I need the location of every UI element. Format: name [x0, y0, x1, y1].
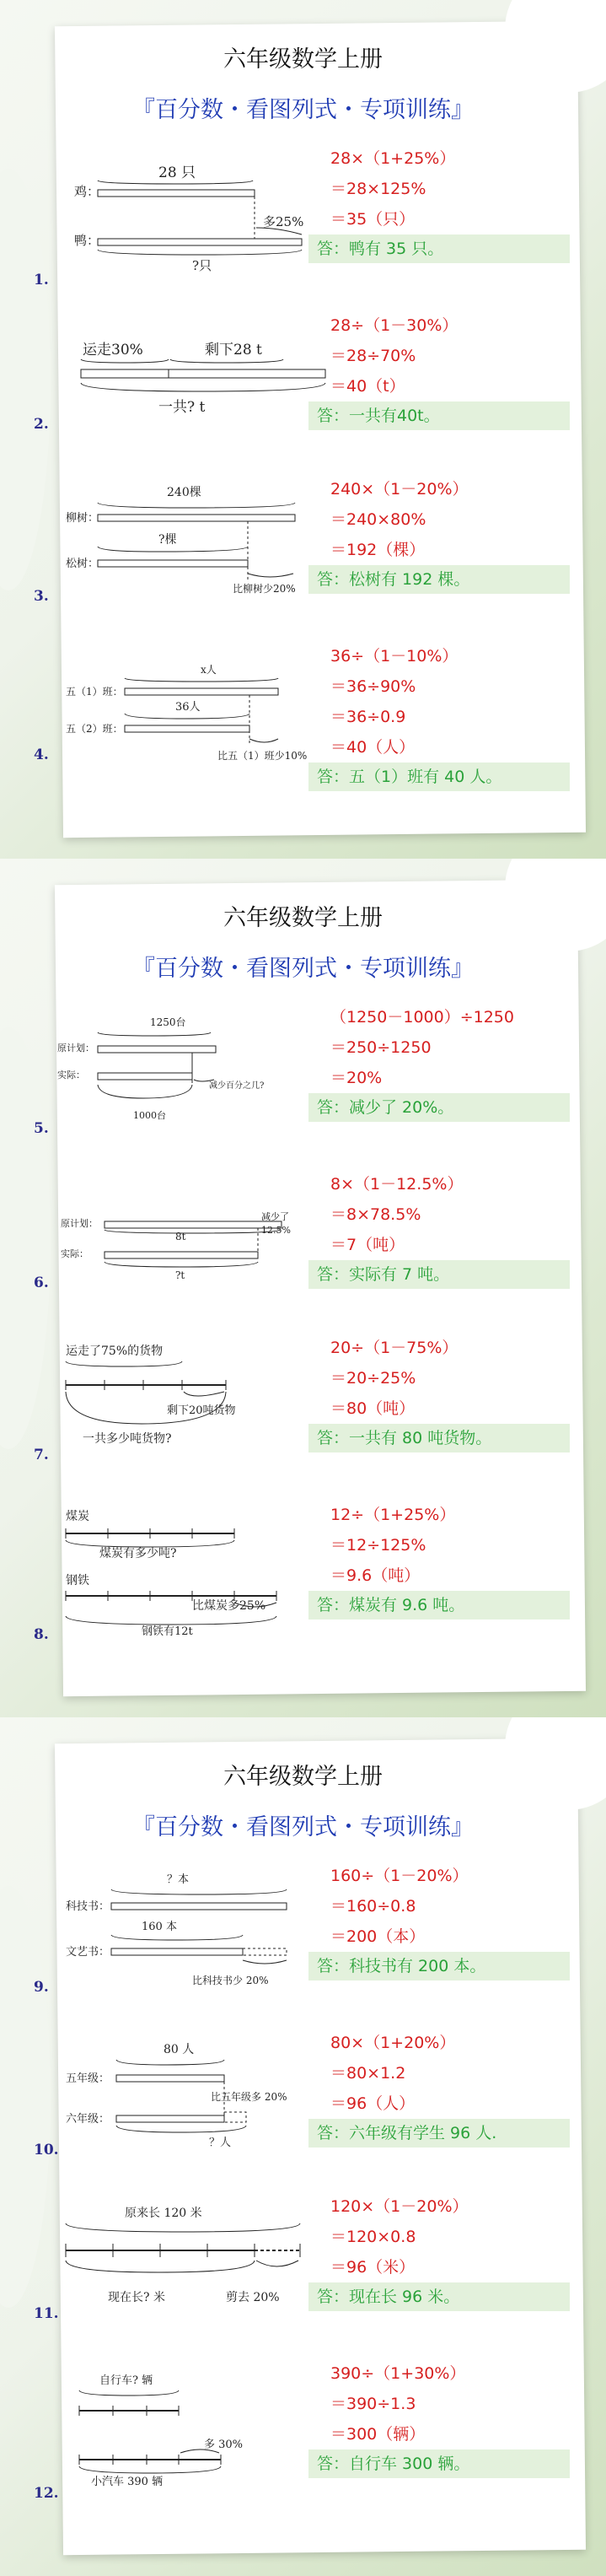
solution-line: 20÷（1－75%）: [330, 1339, 459, 1357]
solution-box: [308, 1002, 595, 1122]
diagram-label: 五（2）班：: [66, 723, 123, 735]
worksheet-page-3: [0, 1717, 606, 2576]
diagram-label: 减少百分之几?: [209, 1081, 265, 1091]
solution-line: ＝36÷0.9: [330, 708, 406, 726]
problem-number: 8.: [34, 1626, 49, 1643]
diagram-label: 运走了75%的货物: [66, 1345, 164, 1358]
diagram-label: ?t: [175, 1269, 185, 1281]
diagram-label: 现在长? 米: [108, 2291, 165, 2304]
page-subtitle: 『百分数・看图列式・专项训练』: [132, 97, 474, 123]
answer-line: 答：煤炭有 9.6 吨。: [308, 1591, 570, 1619]
diagram-label: 鸭：: [74, 233, 100, 248]
problem-3: [34, 474, 590, 626]
solution-line: 390÷（1+30%）: [330, 2364, 466, 2383]
problem-diagram: [49, 1500, 335, 1647]
diagram-label: 一共多少吨货物?: [83, 1432, 172, 1446]
problem-6: [34, 1169, 590, 1321]
diagram-label: 28 只: [158, 164, 196, 181]
diagram-label: 实际：: [61, 1248, 88, 1259]
solution-line: 36÷（1－10%）: [330, 647, 459, 666]
problem-number: 6.: [34, 1275, 49, 1291]
diagram-label: 煤炭有多少吨?: [99, 1547, 177, 1560]
diagram-label: 剪去 20%: [226, 2291, 280, 2304]
diagram-label: 原计划：: [61, 1218, 98, 1229]
solution-box: [308, 641, 595, 791]
answer-line: 答：现在长 96 米。: [308, 2282, 570, 2311]
worksheet-page-2: [0, 859, 606, 1717]
solution-box: [308, 474, 595, 594]
solution-line: 160÷（1－20%）: [330, 1867, 469, 1885]
answer-line: 答：松树有 192 棵。: [308, 565, 570, 594]
diagram-label: 松树：: [66, 558, 99, 570]
problem-4: [34, 641, 590, 793]
problem-number: 9.: [34, 1979, 49, 1996]
problem-8: [34, 1500, 590, 1652]
diagram-label: 36人: [175, 701, 201, 714]
solution-line: 120×（1－20%）: [330, 2197, 469, 2216]
page-title: 六年级数学上册: [223, 1764, 383, 1790]
solution-line: 12÷（1+25%）: [330, 1506, 456, 1524]
solution-line: ＝96（人）: [330, 2094, 416, 2113]
solution-line: ＝28×125%: [330, 180, 426, 198]
diagram-label: 80 人: [164, 2043, 195, 2056]
solution-box: [308, 1861, 595, 1981]
problem-diagram: [49, 641, 335, 789]
problem-diagram: [49, 2191, 335, 2339]
worksheet-page-1: [0, 0, 606, 859]
solution-line: ＝80×1.2: [330, 2064, 406, 2083]
problem-number: 2.: [34, 416, 49, 433]
solution-line: ＝8×78.5%: [330, 1205, 421, 1224]
diagram-label: 剩下28 t: [205, 342, 262, 358]
solution-line: ＝12÷125%: [330, 1536, 426, 1555]
solution-line: ＝300（辆）: [330, 2425, 426, 2444]
diagram-label: 钢铁有12t: [142, 1625, 193, 1638]
solution-line: ＝80（吨）: [330, 1399, 416, 1418]
problem-11: [34, 2191, 590, 2343]
solution-box: [308, 2358, 595, 2478]
diagram-label: 六年级：: [66, 2113, 110, 2126]
diagram-label: 比科技书少 20%: [192, 1975, 269, 1986]
page-title: 六年级数学上册: [223, 46, 383, 73]
diagram-label: 8t: [175, 1231, 186, 1242]
diagram-label: 五（1）班：: [66, 686, 123, 698]
solution-line: ＝160÷0.8: [330, 1897, 416, 1916]
diagram-label: 1250台: [150, 1016, 186, 1028]
solution-line: ＝96（米）: [330, 2258, 416, 2277]
diagram-label: 实际：: [57, 1070, 85, 1081]
problem-number: 3.: [34, 588, 49, 605]
solution-line: ＝40（人）: [330, 738, 416, 757]
diagram-label: ？人: [209, 2137, 232, 2149]
diagram-label: 五年级：: [66, 2072, 110, 2085]
problem-number: 12.: [34, 2485, 59, 2502]
solution-line: ＝35（只）: [330, 210, 416, 229]
diagram-label: ？本: [167, 1873, 190, 1886]
diagram-label: 比柳树少20%: [233, 583, 296, 595]
problem-diagram: [49, 310, 335, 458]
diagram-label: 原计划：: [57, 1043, 94, 1054]
problem-10: [34, 2028, 590, 2180]
diagram-label: 钢铁: [66, 1574, 89, 1587]
diagram-label: 240棵: [167, 486, 201, 499]
diagram-label: 160 本: [142, 1921, 177, 1933]
solution-line: ＝7（吨）: [330, 1236, 405, 1254]
solution-line: ＝120×0.8: [330, 2228, 416, 2246]
answer-line: 答：一共有 80 吨货物。: [308, 1424, 570, 1452]
diagram-label: 煤炭: [66, 1510, 89, 1523]
diagram-label: 运走30%: [83, 342, 143, 358]
diagram-label: 鸡：: [74, 184, 100, 199]
solution-line: （1250－1000）÷1250: [330, 1008, 514, 1027]
solution-box: [308, 2191, 595, 2311]
solution-line: ＝192（棵）: [330, 541, 426, 559]
diagram-label: 一共? t: [158, 399, 206, 416]
solution-line: ＝240×80%: [330, 510, 426, 529]
page-subtitle: 『百分数・看图列式・专项训练』: [132, 1814, 474, 1840]
problem-diagram: [49, 1169, 335, 1317]
solution-line: ＝390÷1.3: [330, 2395, 416, 2413]
solution-box: [308, 1333, 595, 1452]
diagram-label: 比五年级多 20%: [211, 2091, 287, 2103]
page-subtitle: 『百分数・看图列式・专项训练』: [132, 956, 474, 982]
diagram-label: 文艺书：: [66, 1946, 110, 1959]
problem-diagram: [49, 2028, 335, 2175]
problem-7: [34, 1333, 590, 1485]
diagram-label: 多25%: [263, 214, 304, 229]
solution-line: ＝200（本）: [330, 1927, 426, 1946]
problem-number: 10.: [34, 2142, 59, 2158]
solution-box: [308, 1169, 595, 1289]
problem-diagram: [49, 1861, 335, 2008]
answer-line: 答：科技书有 200 本。: [308, 1952, 570, 1981]
diagram-label: 多 30%: [204, 2439, 244, 2451]
solution-box: [308, 143, 595, 263]
diagram-label: 原来长 120 米: [125, 2207, 202, 2220]
solution-line: ＝40（t）: [330, 377, 405, 396]
diagram-label: x人: [201, 664, 217, 676]
diagram-label: 小汽车 390 辆: [91, 2476, 164, 2488]
solution-line: ＝28÷70%: [330, 347, 416, 365]
solution-line: 8×（1－12.5%）: [330, 1175, 464, 1194]
problem-5: [34, 1002, 590, 1154]
diagram-label: ?只: [192, 258, 212, 273]
problem-number: 1.: [34, 272, 49, 288]
page-title: 六年级数学上册: [223, 905, 383, 931]
problem-diagram: [49, 143, 335, 291]
problem-2: [34, 310, 590, 462]
solution-line: ＝9.6（吨）: [330, 1566, 421, 1585]
solution-box: [308, 1500, 595, 1619]
problem-number: 5.: [34, 1120, 49, 1137]
answer-line: 答：减少了 20%。: [308, 1093, 570, 1122]
problem-1: [34, 143, 590, 295]
diagram-label: 比煤炭多25%: [192, 1599, 266, 1613]
answer-line: 答：一共有40t。: [308, 401, 570, 430]
solution-line: 80×（1+20%）: [330, 2034, 456, 2052]
solution-line: 28÷（1－30%）: [330, 316, 459, 335]
diagram-label: 比五（1）班少10%: [217, 750, 308, 762]
problem-9: [34, 1861, 590, 2013]
answer-line: 答：五（1）班有 40 人。: [308, 763, 570, 791]
problem-diagram: [49, 474, 335, 622]
diagram-label: 减少了: [261, 1211, 289, 1222]
diagram-label: 自行车? 辆: [99, 2374, 153, 2387]
diagram-label: 柳树：: [66, 512, 99, 525]
diagram-label: ?棵: [158, 533, 177, 547]
solution-line: ＝36÷90%: [330, 677, 416, 696]
solution-line: ＝20%: [330, 1069, 383, 1087]
solution-line: ＝250÷1250: [330, 1038, 432, 1057]
diagram-label: 科技书：: [66, 1900, 110, 1913]
problem-diagram: [49, 1002, 335, 1150]
problem-diagram: [49, 1333, 335, 1480]
problem-number: 11.: [34, 2305, 59, 2322]
answer-line: 答：实际有 7 吨。: [308, 1260, 570, 1289]
answer-line: 答：六年级有学生 96 人.: [308, 2119, 570, 2148]
diagram-label: 剩下20吨货物: [167, 1404, 236, 1417]
solution-box: [308, 310, 595, 430]
answer-line: 答：鸭有 35 只。: [308, 234, 570, 263]
solution-line: 28×（1+25%）: [330, 149, 456, 168]
problem-number: 4.: [34, 746, 49, 763]
answer-line: 答：自行车 300 辆。: [308, 2449, 570, 2478]
problem-12: [34, 2358, 590, 2510]
problem-number: 7.: [34, 1447, 49, 1463]
problem-diagram: [49, 2358, 335, 2506]
diagram-label: 12.5%: [261, 1225, 291, 1236]
solution-line: ＝20÷25%: [330, 1369, 416, 1388]
solution-box: [308, 2028, 595, 2148]
diagram-label: 1000台: [133, 1110, 166, 1121]
solution-line: 240×（1－20%）: [330, 480, 469, 498]
